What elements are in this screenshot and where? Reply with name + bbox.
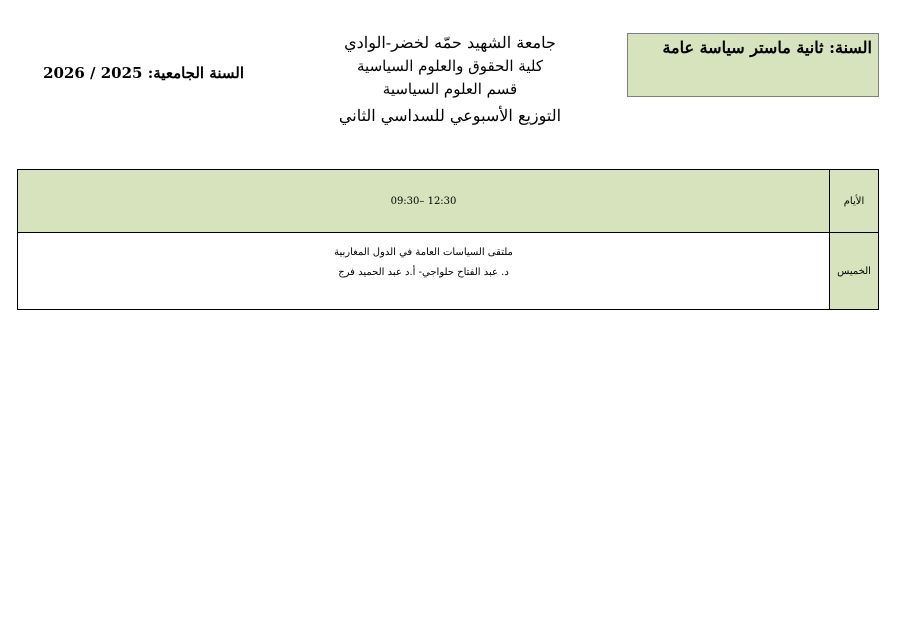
faculty-name: كلية الحقوق والعلوم السياسية	[357, 57, 543, 75]
academic-year: السنة الجامعية: 2025 / 2026	[43, 64, 244, 82]
university-name: جامعة الشهيد حمّه لخضر-الوادي	[344, 33, 556, 52]
professor-names: د. عبد الفتاح حلواجي- أ.د عبد الحميد فرج	[338, 267, 509, 278]
department-name: قسم العلوم السياسية	[382, 80, 518, 98]
time-slot-header	[18, 170, 830, 233]
schedule-title: التوزيع الأسبوعي للسداسي الثاني	[338, 106, 562, 125]
time-slot-label: 09:30– 12:30	[390, 195, 457, 207]
document-header	[300, 30, 600, 128]
schedule-table	[17, 169, 879, 310]
table-row	[18, 233, 879, 310]
course-name: ملتقى السياسات العامة في الدول المغاربية	[334, 247, 513, 258]
study-year-box	[627, 33, 879, 97]
days-header: الأيام	[830, 170, 879, 233]
study-year-label: السنة: ثانية ماستر سياسة عامة	[662, 38, 872, 57]
day-cell: الخميس	[830, 233, 879, 310]
session-cell	[18, 233, 830, 310]
table-header-row	[18, 170, 879, 233]
